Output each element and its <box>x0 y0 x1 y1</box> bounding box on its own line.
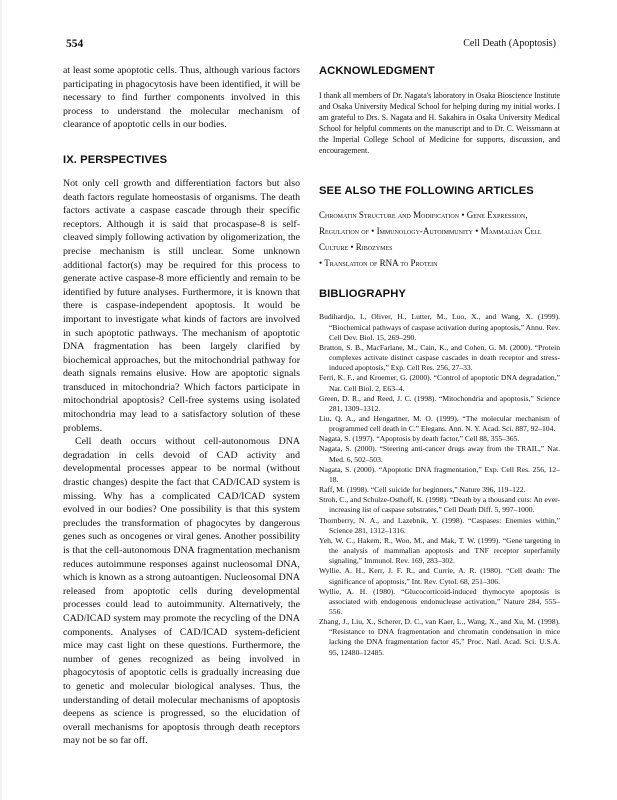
see-also-link[interactable]: Translation of RNA to Protein <box>324 258 438 269</box>
bibliography-heading: BIBLIOGRAPHY <box>319 288 406 301</box>
bibliography-list <box>319 312 560 657</box>
bib-entry: Nagata, S. (1997). “Apoptosis by death factor,” Cell 88, 355–365. <box>319 434 520 444</box>
bullet-icon: • <box>475 226 479 237</box>
running-title: Cell Death (Apoptosis) <box>463 38 556 49</box>
page-edge <box>0 0 2 800</box>
perspectives-paragraph-2: Cell death occurs without cell-autonomous DNA degradation in cells devoid of CAD activity and developmental processes appear to be normal (without drastic changes) despite the fact that CAD/ICAD system is missing. Why has a complicated CAD/ICAD system evolved in our bodies? One possibility is that this system precludes the transformation of phagocytes by dangerous genes such as oncogenes or viral genes. Another possibility is that the cell-autonomous DNA fragmentation mechanism reduces autoimmune responses against nucleosomal DNA, which is known as a strong autoantigen. Nucleosomal DNA released from apoptotic cells during developmental processes could lead to autoimmunity. Alternatively, the CAD/ICAD system may promote the recycling of the DNA components. Analyses of CAD/ICAD system-deficient mice may cast light on these questions. Furthermore, the number of genes recognized as being involved in phagocytosis of apoptotic cells is gradually increasing due to genetic and molecular biological analyses. Thus, the understanding of detail molecular mechanisms of apoptosis deepens as science is progressed, so the elucidation of overall mechanisms for apoptosis through death receptors may not be so far off. <box>63 436 300 747</box>
bib-entry: Stroh, C., and Schulze-Osthoff, K. (1998). “Death by a thousand cuts: An ever-increasing list of caspase substrates,” Cell Death Diff. 5, 997–1000. <box>319 495 560 515</box>
see-also-link[interactable]: Ribozymes <box>355 242 393 253</box>
bib-entry: Liu, Q. A., and Hengartner, M. O. (1999). “The molecular mechanism of programmed cell death in C.” Elegans. Ann. N. Y. Acad. Sci. 887, 92–104. <box>319 414 560 434</box>
bib-entry: Wyllie, A. H., Kerr, J. F. R., and Currie, A. R. (1980). “Cell death: The significance of apoptosis,” Int. Rev. Cytol. 68, 251–306. <box>319 566 560 586</box>
bib-entry: Thornberry, N. A., and Lazebnik, Y. (1998). “Caspases: Enemies within,” Science 281, 1312–1316. <box>319 515 560 535</box>
see-also-list <box>319 207 560 271</box>
bib-entry: Nagata, S. (2000). “Apoptotic DNA fragmentation,” Exp. Cell Res. 256, 12–18. <box>319 464 560 484</box>
perspectives-heading: IX. PERSPECTIVES <box>63 153 168 166</box>
see-also-link[interactable]: Mammalian Cell Culture <box>319 226 542 253</box>
right-column <box>319 64 560 658</box>
bib-entry: Ferri, K. F., and Kroemer, G. (2000). “Control of apoptotic DNA degradation,” Nat. Cell Biol. 2, E63–4. <box>319 373 560 393</box>
bib-entry: Raff, M. (1998). “Cell suicide for beginners,” Nature 396, 119–122. <box>319 485 526 495</box>
bullet-icon: • <box>319 258 323 269</box>
bib-entry: Budihardjo, I., Oliver, H., Lutter, M., Luo, X., and Wang, X. (1999). “Biochemical pathways of caspase activation during apoptosis,” Annu. Rev. Cell Dev. Biol. 15, 269–290. <box>319 312 560 342</box>
intro-paragraph: at least some apoptotic cells. Thus, although various factors participating in phagocytosis have been identified, it will be necessary to find further components involved in this process to understand the molecular mechanism of clearance of apoptotic cells in our bodies. <box>63 65 300 131</box>
bullet-icon: • <box>350 242 354 253</box>
bib-entry: Bratton, S. B., MacFarlane, M., Cain, K., and Cohen, G. M. (2000). “Protein complexes activate distinct caspase cascades in death receptor and stress-induced apoptosis,” Exp. Cell Res. 256, 27–33. <box>319 342 560 373</box>
acknowledgment-heading: ACKNOWLEDGMENT <box>319 65 435 77</box>
bib-entry: Yeh, W. C., Hakem, R., Woo, M., and Mak, T. W. (1999). “Gene targeting in the analysis of mammalian apoptosis and TNF receptor superfamily signaling,” Immunol. Rev. 169, 283–302. <box>319 535 560 566</box>
page-header <box>66 38 556 56</box>
acknowledgment-text: I thank all members of Dr. Nagata's laboratory in Osaka Bioscience Institute and Osaka University Medical School for helping during my initial works. I am grateful to Drs. S. Nagata and H. Sakahira in Osaka University Medical School for helpful comments on the manuscript and to Dr. C. Weissmann at the Imperial College School of Medicine for supports, discussion, and encouragement. <box>319 91 560 155</box>
bib-entry: Nagata, S. (2000). “Steering anti-cancer drugs away from the TRAIL,” Nat. Med. 6, 502–503. <box>319 444 560 464</box>
page-number: 554 <box>66 38 84 50</box>
bullet-icon: • <box>371 226 375 237</box>
see-also-link[interactable]: Immunology-Autoimmunity <box>376 226 473 237</box>
bullet-icon: • <box>461 210 465 221</box>
perspectives-paragraph-1: Not only cell growth and differentiation factors but also death factors regulate homeostasis of organisms. The death factors activate a caspase cascade through their specific receptors. Although it is said that procaspase-8 is self-cleaved simply following activation by oligomerization, the precise mechanism is still unclear. Some unknown additional factor(s) may be required for this process to generate active caspase-8 more efficiently and remain to be identified by future analyses. Furthermore, it is known that there is caspase-independent apoptosis. It would be important to investigate what kinds of factors are involved in such apoptotic pathways. The mechanism of apoptotic DNA fragmentation has been largely clarified by biochemical approaches, but the mitochondrial pathway for death signals remains elusive. How are apoptotic signals transduced in mitochondria? Which factors participate in mitochondrial apoptosis? Cell-free systems using isolated mitochondria may lead to a satisfactory solution of these problems. <box>63 177 300 434</box>
see-also-link[interactable]: Chromatin Structure and Modification <box>319 210 460 221</box>
bib-entry: Wyllie, A. H. (1980). “Glucocorticoid-induced thymocyte apoptosis is associated with endogenous endonuclease activation,” Nature 284, 555–556. <box>319 586 560 616</box>
bib-entry: Green, D. R., and Reed, J. C. (1998). “Mitochondria and apoptosis,” Science 281, 1309–1312. <box>319 393 560 413</box>
bib-entry: Zhang, J., Liu, X., Scherer, D. C., van Kaer, L., Wang, X., and Xu, M. (1998). “Resistance to DNA fragmentation and chromatin condensation in mice lacking the DNA fragmentation factor 45,” Proc. Natl. Acad. Sci. U.S.A. 95, 12480–12485. <box>319 617 560 657</box>
left-column <box>63 64 300 748</box>
see-also-link[interactable]: Gene Expression, Regulation of <box>319 210 528 237</box>
see-also-heading: SEE ALSO THE FOLLOWING ARTICLES <box>319 185 534 198</box>
